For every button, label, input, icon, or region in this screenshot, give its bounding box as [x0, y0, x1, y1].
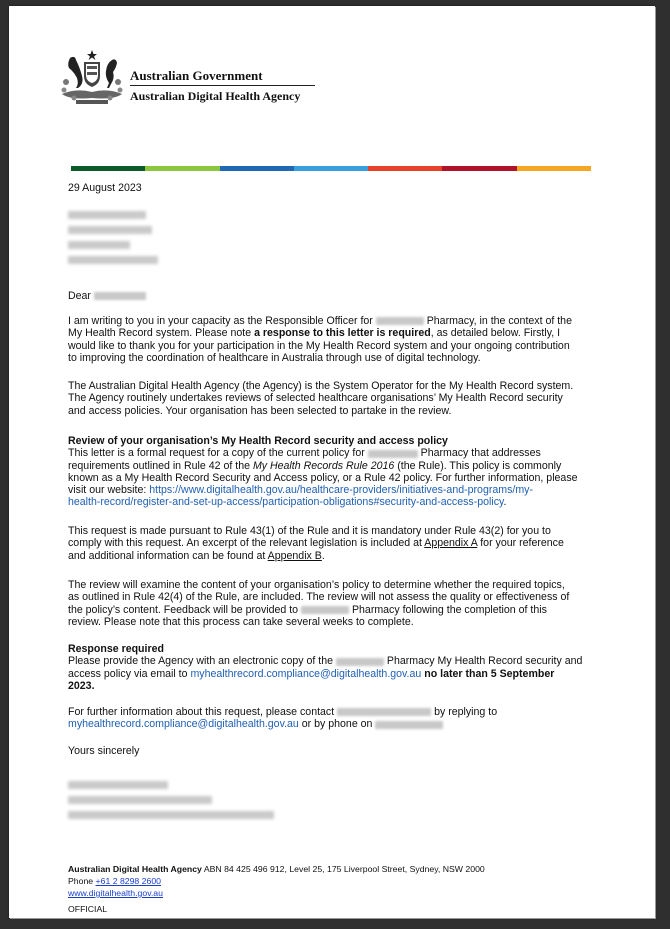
text-run: ABN 84 425 496 912, Level 25, 175 Liverpool Street, Sydney, NSW 2000: [203, 864, 485, 874]
contact-email-link[interactable]: myhealthrecord.compliance@digitalhealth.gov.au: [68, 718, 299, 731]
policy-website-link-cont[interactable]: health-record/register-and-set-up-access/participation-obligations#security-and-access-policy: [68, 496, 504, 509]
text-run: access policy via email to: [68, 667, 188, 680]
government-title: Australian Government: [130, 68, 263, 83]
text-run: Pharmacy that addresses: [420, 447, 541, 460]
text-run: would like to thank you for your participation in the My Health Record system and your ongoing contribution: [68, 339, 570, 352]
section-heading-response: Response required: [68, 643, 164, 655]
text-run: My Health Record system. Please note: [68, 327, 252, 340]
text-run: .: [503, 496, 507, 509]
text-run: by replying to: [434, 706, 498, 718]
text-run: as outlined in Rule 42(4) of the Rule, are included. The review will not assess the quality or effectiveness of: [68, 591, 570, 604]
agency-logo: [56, 46, 316, 112]
text-run: a response to this letter is required: [254, 327, 431, 340]
text-run: Pharmacy, in the context of the: [426, 315, 572, 327]
letter-page: [9, 6, 655, 918]
text-run: Phone: [68, 876, 94, 886]
text-run: (the Rule). This policy is commonly: [397, 459, 562, 472]
redacted-text: [376, 317, 424, 325]
text-run: Australian Digital Health Agency: [68, 864, 202, 874]
website-link[interactable]: www.digitalhealth.gov.au: [68, 888, 163, 898]
redacted-text: [337, 708, 431, 716]
redacted-text: [301, 606, 349, 614]
policy-website-link[interactable]: https://www.digitalhealth.gov.au/healthcare-providers/initiatives-and-programs/my-: [149, 484, 533, 497]
text-run: comply with this request. An excerpt of the relevant legislation is included at: [68, 537, 422, 550]
phone-link[interactable]: +61 2 8298 2600: [95, 876, 162, 886]
color-segment: [220, 166, 294, 171]
text-run: for your reference: [480, 537, 564, 550]
letter-footer: [68, 863, 608, 915]
text-run: 2023.: [68, 679, 95, 692]
text-run: and additional information can be found at: [68, 549, 266, 562]
salutation: [68, 290, 603, 302]
color-segment: [294, 166, 368, 171]
redacted-text: [368, 450, 418, 458]
text-run: This letter is a formal request for a copy of the current policy for: [68, 447, 365, 460]
redacted-text: [336, 658, 384, 666]
paragraph-intro: [68, 315, 603, 364]
compliance-email-link[interactable]: myhealthrecord.compliance@digitalhealth.gov.au: [190, 667, 422, 680]
text-run: requirements outlined in Rule 42 of the: [68, 459, 250, 472]
text-run: For further information about this request, please contact: [68, 706, 335, 718]
color-segment: [145, 166, 219, 171]
text-run: Please provide the Agency with an electronic copy of the: [68, 655, 334, 668]
paragraph-rule43: [68, 525, 603, 562]
text-run: review. Please note that this process can take several weeks to complete.: [68, 615, 414, 628]
text-run: the policy’s content. Feedback will be provided to: [68, 603, 299, 616]
footer-address: [68, 863, 608, 875]
text-run: no later than 5 September: [424, 667, 555, 680]
color-segment: [368, 166, 442, 171]
text-run: known as a My Health Record Security and Access policy, or a Rule 42 policy. For further information, please: [68, 471, 578, 484]
footer-phone: [68, 875, 608, 887]
coat-of-arms-icon: [56, 48, 128, 110]
color-segment: [517, 166, 591, 171]
paragraph-review: [68, 435, 603, 509]
paragraph-examine: [68, 579, 603, 628]
text-run: to improving the coordination of healthcare in Australia through use of digital technology.: [68, 351, 481, 364]
text-run: or by phone on: [301, 718, 373, 731]
color-segment: [71, 166, 145, 171]
closing: Yours sincerely: [68, 745, 140, 757]
text-run: The Agency routinely undertakes reviews of selected healthcare organisations’ My Health Record security: [68, 392, 563, 405]
text-run: Pharmacy following the completion of this: [351, 603, 547, 616]
section-heading-review: Review of your organisation’s My Health Record security and access policy: [68, 435, 448, 447]
text-run: Pharmacy My Health Record security and: [386, 655, 583, 668]
color-segment: [442, 166, 516, 171]
agency-title: Australian Digital Health Agency: [130, 89, 301, 103]
classification-label: OFFICIAL: [68, 904, 108, 914]
text-run: , as detailed below. Firstly, I: [430, 327, 561, 340]
paragraph-response: [68, 643, 603, 692]
redacted-name: [94, 292, 146, 300]
letter-date: 29 August 2023: [68, 182, 142, 194]
salutation-text: Dear: [68, 290, 91, 302]
text-run: This request is made pursuant to Rule 43(1) of the Rule and it is mandatory under Rule 43(2) for you to: [68, 525, 551, 537]
brand-color-bar: [71, 166, 591, 171]
text-run: The Australian Digital Health Agency (the Agency) is the System Operator for the My Health Record system.: [68, 380, 574, 392]
text-run: I am writing to you in your capacity as the Responsible Officer for: [68, 315, 373, 327]
redacted-text: [375, 721, 443, 729]
text-run: My Health Records Rule 2016: [252, 459, 395, 472]
appendix-b-link[interactable]: Appendix B: [267, 549, 322, 562]
appendix-a-link[interactable]: Appendix A: [424, 537, 478, 550]
text-run: .: [321, 549, 325, 562]
paragraph-contact: [68, 706, 603, 731]
text-run: visit our website:: [68, 484, 147, 497]
title-divider: [130, 85, 315, 86]
text-run: and access policies. Your organisation has been selected to partake in the review.: [68, 404, 452, 417]
text-run: The review will examine the content of your organisation’s policy to determine whether the required topics,: [68, 579, 565, 591]
paragraph-agency: [68, 380, 603, 417]
